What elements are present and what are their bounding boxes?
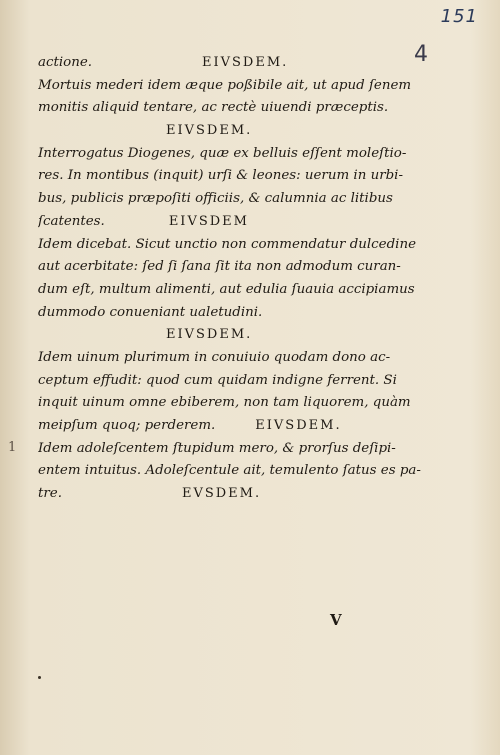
section-heading: EIVSDEM. [166,123,253,139]
text-line-16 [38,415,450,438]
line-text: meipſum quoq; perderem. [38,418,216,433]
text-line-4: Interrogatus Diogenes, quæ ex belluis eſſent moleſtio- [38,145,407,161]
text-line-12 [38,324,450,347]
line-text: tre. [38,486,62,502]
line-text: actione. [38,55,93,70]
margin-annotation: 1 [8,440,17,455]
section-heading: EVSDEM. [181,486,262,502]
text-line-14: ceptum effudit: quod cum quidam indigne ferrent. Si [38,372,397,388]
text-line-10: dum eſt, multum alimenti, aut edulia ſuauia accipiamus [38,281,415,297]
text-line-0 [38,52,450,75]
text-line-9: aut acerbitate: ſed ſi ſana ſit ita non admodum curan- [38,259,401,275]
text-line-8: Idem dicebat. Sicut unctio non commendatur dulcedine [38,236,417,252]
text-line-15: inquit uinum omne ebiberem, non tam liquorem, quàm [38,395,411,411]
text-line-2: monitis aliquid tentare, ac rectè uiuendi præceptis. [38,100,389,116]
body-text [38,52,450,506]
text-line-3 [38,120,450,143]
text-line-19 [38,483,450,506]
text-line-11: dummodo conueniant ualetudini. [38,304,263,320]
text-line-7 [38,211,450,234]
line-text: ſcatentes. [38,213,105,229]
section-heading: EIVSDEM. [255,418,342,433]
section-heading: EIVSDEM. [202,55,289,70]
signature-mark: V [330,611,342,629]
text-line-6: bus, publicis præpoſiti officiis, & calumnia ac litibus [38,191,393,207]
corner-annotation: 4 [414,42,428,67]
ink-dot [38,676,41,679]
text-line-18: entem intuitus. Adoleſcentule ait, temulento ſatus es pa- [38,463,421,479]
text-line-1: Mortuis mederi idem æque poßibile ait, ut apud ſenem [38,77,412,93]
text-line-5: res. In montibus (inquit) urſi & leones: uerum in urbi- [38,168,403,184]
text-line-17: Idem adoleſcentem ſtupidum mero, & prorſus deſipi- [38,440,396,456]
text-line-13: Idem uinum plurimum in conuiuio quodam dono ac- [38,349,391,365]
section-heading: EIVSDEM [168,213,249,229]
folio-number: 151 [440,6,478,27]
section-heading: EIVSDEM. [166,327,253,343]
